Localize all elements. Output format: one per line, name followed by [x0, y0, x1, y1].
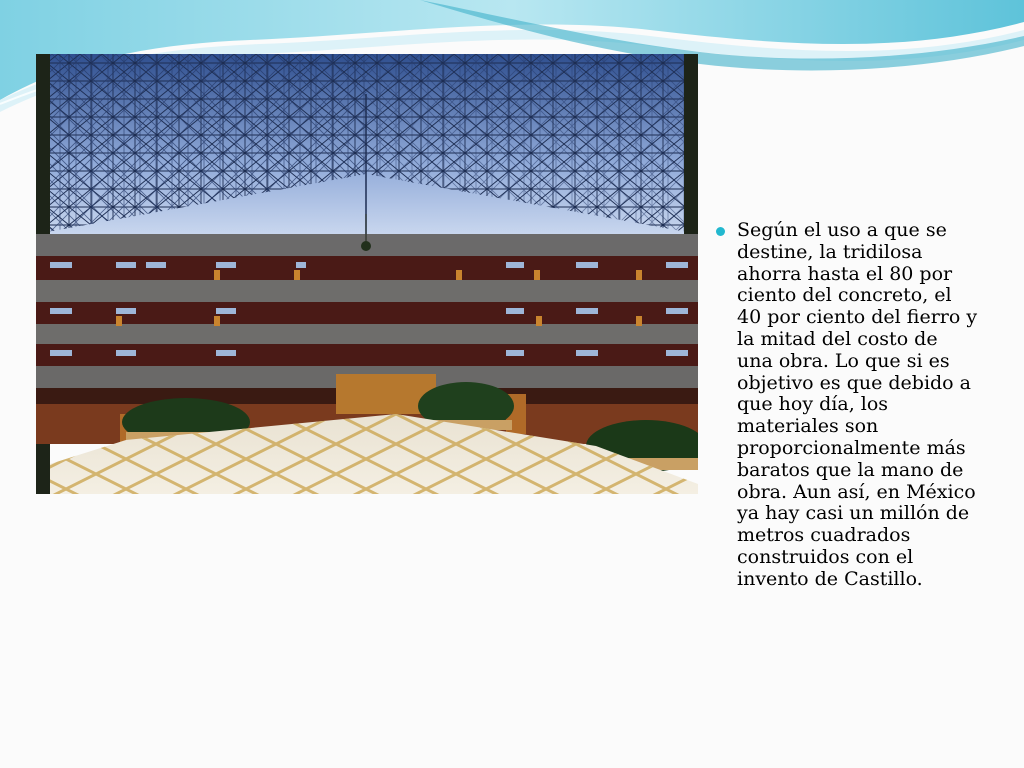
bullet-item [716, 220, 978, 591]
bullet-text: Según el uso a que se destine, la tridilosa ahorra hasta el 80 por ciento del concreto, el 40 por ciento del fierro y la mitad del costo de una obra. Lo que si es objetivo es que debido a que hoy día, los materiales son proporcionalmente más baratos que la mano de obra. Aun así, en México ya hay casi un millón de metros cuadrados construidos con el invento de Castillo. [737, 219, 978, 590]
bullet-dot-icon [716, 227, 725, 236]
atrium-photo [36, 54, 698, 494]
